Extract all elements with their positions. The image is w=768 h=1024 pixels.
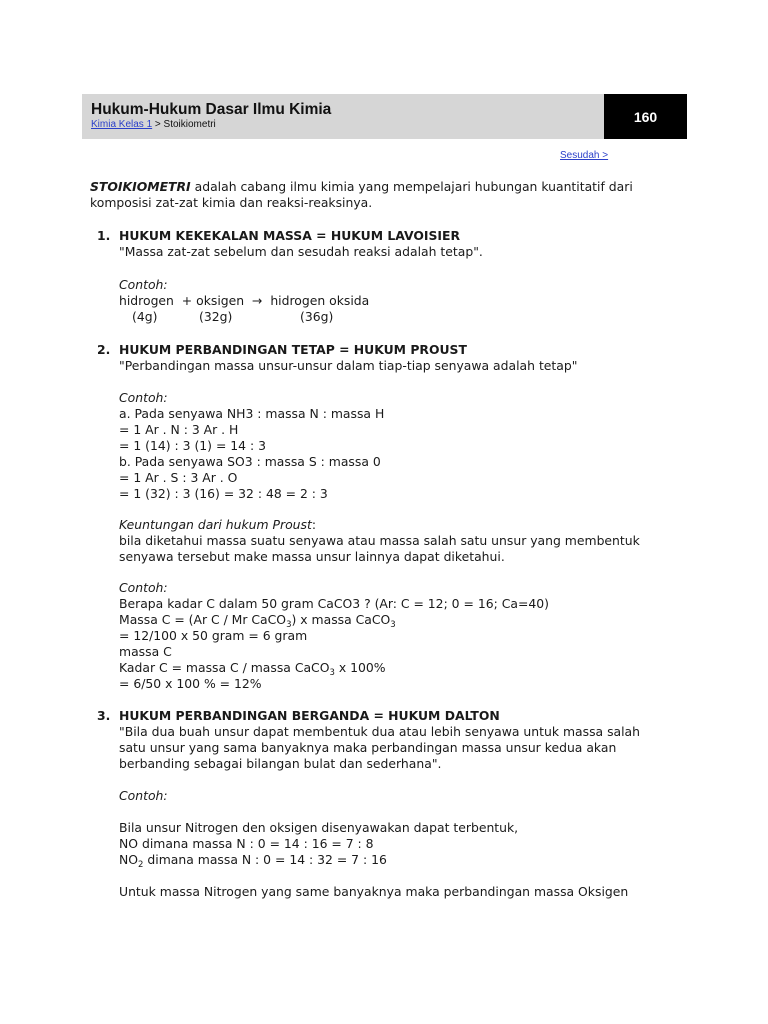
example-2-line-1: Berapa kadar C dalam 50 gram CaCO3 ? (Ar: C = 12; 0 = 16; Ca=40) xyxy=(119,596,549,611)
advantage-label-text: Keuntungan dari hukum Proust xyxy=(119,517,312,532)
subscript: 3 xyxy=(390,620,396,630)
section-3-quote-line: berbanding sebagai bilangan bulat dan sederhana". xyxy=(119,756,442,771)
example-line: = 1 Ar . N : 3 Ar . H xyxy=(119,422,239,437)
section-3-quote-line: "Bila dua buah unsur dapat membentuk dua atau lebih senyawa untuk massa salah xyxy=(119,724,641,739)
section-2-number: 2. xyxy=(97,342,111,357)
intro-line-1-text: adalah cabang ilmu kimia yang mempelajari hubungan kuantitatif dari xyxy=(190,179,633,194)
section-3-example-line-3-rest: dimana massa N : 0 = 14 : 32 = 7 : 16 xyxy=(143,852,387,867)
breadcrumb-current: > Stoikiometri xyxy=(152,119,216,130)
example-line: = 1 Ar . S : 3 Ar . O xyxy=(119,470,238,485)
example-line: = 1 (14) : 3 (1) = 14 : 3 xyxy=(119,438,266,453)
example-2-line-5 xyxy=(119,660,386,676)
advantage-label xyxy=(119,517,316,533)
next-page-link[interactable]: Sesudah > xyxy=(560,150,609,161)
section-3-example-line-3 xyxy=(119,852,387,868)
page-title: Hukum-Hukum Dasar Ilmu Kimia xyxy=(91,101,332,118)
intro-line-1 xyxy=(90,179,633,195)
intro-line-2: komposisi zat-zat kimia dan reaksi-reaksinya. xyxy=(90,195,373,210)
section-1-number: 1. xyxy=(97,228,111,243)
section-3-example-line-2: NO dimana massa N : 0 = 14 : 16 = 7 : 8 xyxy=(119,836,374,851)
section-1-quote: "Massa zat-zat sebelum dan sesudah reaksi adalah tetap". xyxy=(119,244,483,259)
breadcrumb xyxy=(91,119,216,130)
subscript: 3 xyxy=(329,668,335,678)
plus-sign: + xyxy=(181,293,193,308)
section-3-heading: HUKUM PERBANDINGAN BERGANDA = HUKUM DALTON xyxy=(119,708,500,723)
example-2-line-5-b: x 100% xyxy=(334,660,386,675)
section-2-example-label: Contoh: xyxy=(119,390,168,405)
advantage-line: bila diketahui massa suatu senyawa atau massa salah satu unsur yang membentuk xyxy=(119,533,640,548)
advantage-line: senyawa tersebut make massa unsur lainnya dapat diketahui. xyxy=(119,549,505,564)
subscript: 2 xyxy=(138,860,144,870)
example-2-line-3: = 12/100 x 50 gram = 6 gram xyxy=(119,628,308,643)
mass-hidrogen-oksida: (36g) xyxy=(300,309,334,324)
example-line: = 1 (32) : 3 (16) = 32 : 48 = 2 : 3 xyxy=(119,486,328,501)
example-2-line-2-b: ) x massa CaCO xyxy=(291,612,391,627)
example-2-line-6: = 6/50 x 100 % = 12% xyxy=(119,676,262,691)
product-hidrogen-oksida: hidrogen oksida xyxy=(270,293,370,308)
section-3-number: 3. xyxy=(97,708,111,723)
header-band xyxy=(82,94,604,139)
example-line: a. Pada senyawa NH3 : massa N : massa H xyxy=(119,406,385,421)
no2-formula: NO xyxy=(119,852,139,867)
section-3-example-label: Contoh: xyxy=(119,788,168,803)
section-3-closing: Untuk massa Nitrogen yang same banyaknya maka perbandingan massa Oksigen xyxy=(119,884,629,899)
breadcrumb-link-kimia-kelas-1[interactable]: Kimia Kelas 1 xyxy=(91,119,153,130)
subscript: 3 xyxy=(286,620,292,630)
intro-term: STOIKIOMETRI xyxy=(90,179,191,194)
reactant-oksigen: oksigen xyxy=(196,293,245,308)
example-2-line-2 xyxy=(119,612,396,628)
section-3-example-line-1: Bila unsur Nitrogen den oksigen disenyawakan dapat terbentuk, xyxy=(119,820,519,835)
section-2-example-2-label: Contoh: xyxy=(119,580,168,595)
section-1-example-label: Contoh: xyxy=(119,277,168,292)
example-line: b. Pada senyawa SO3 : massa S : massa 0 xyxy=(119,454,381,469)
section-3-quote-line: satu unsur yang sama banyaknya maka perbandingan massa unsur kedua akan xyxy=(119,740,617,755)
mass-hidrogen: (4g) xyxy=(132,309,158,324)
example-2-line-5-a: Kadar C = massa C / massa CaCO xyxy=(119,660,330,675)
reactant-hidrogen: hidrogen xyxy=(119,293,174,308)
page-header xyxy=(82,94,687,139)
arrow-right-icon: → xyxy=(252,293,263,308)
mass-oksigen: (32g) xyxy=(199,309,233,324)
section-2-heading: HUKUM PERBANDINGAN TETAP = HUKUM PROUST xyxy=(119,342,467,357)
section-1-reaction xyxy=(119,293,369,309)
section-1-heading: HUKUM KEKEKALAN MASSA = HUKUM LAVOISIER xyxy=(119,228,461,243)
page-number-badge: 160 xyxy=(604,94,687,139)
example-2-line-4: massa C xyxy=(119,644,172,659)
advantage-colon: : xyxy=(311,517,317,532)
section-2-quote: "Perbandingan massa unsur-unsur dalam tiap-tiap senyawa adalah tetap" xyxy=(119,358,578,373)
example-2-line-2-a: Massa C = (Ar C / Mr CaCO xyxy=(119,612,287,627)
